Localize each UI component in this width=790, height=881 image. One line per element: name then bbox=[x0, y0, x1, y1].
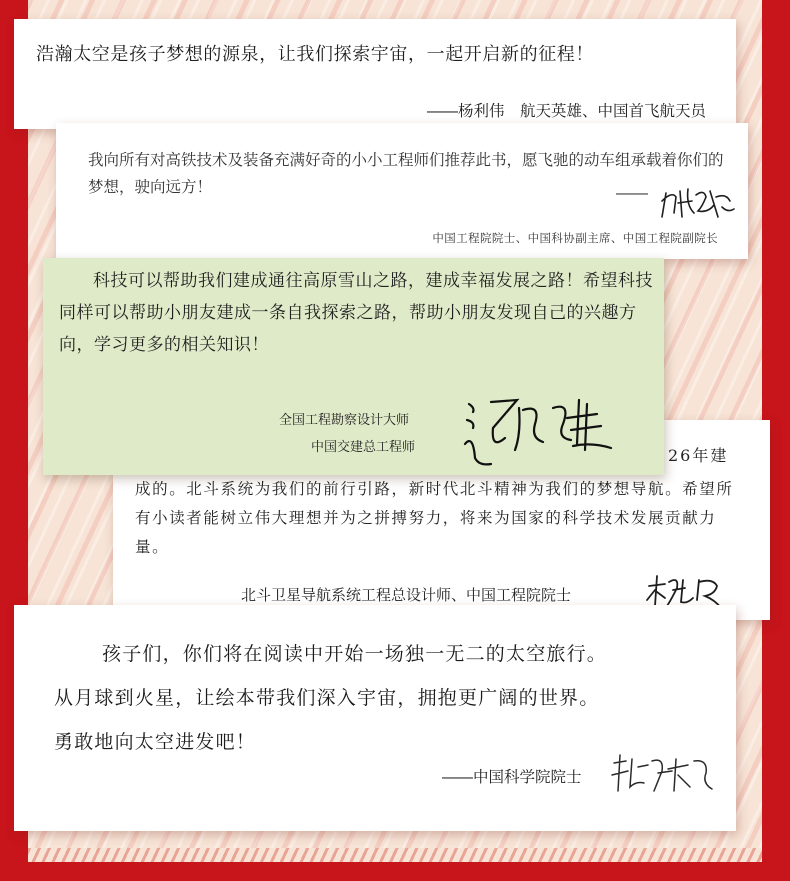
signer-title-2: 中国交建总工程师 bbox=[311, 440, 416, 455]
quote-line: 勇敢地向太空进发吧！ bbox=[54, 731, 257, 753]
signer-title-1: 全国工程勘察设计大师 bbox=[279, 413, 410, 428]
handwritten-signature bbox=[608, 751, 718, 799]
quote-text: 科技可以帮助我们建成通往高原雪山之路，建成幸福发展之路！希望科技同样可以帮助小朋友建成一条自我探索之路，帮助小朋友发现自己的兴趣方向，学习更多的相关知识！ bbox=[59, 271, 653, 354]
handwritten-signature bbox=[658, 183, 738, 223]
quote-text: 我向所有对高铁技术及装备充满好奇的小小工程师们推荐此书，愿飞驰的动车组承载着你们的梦想，驶向远方！ bbox=[88, 152, 724, 196]
quote-fragment: 26年建 bbox=[668, 446, 729, 465]
quote-text: 成的。北斗系统为我们的前行引路，新时代北斗精神为我们的梦想导航。希望所有小读者能树立伟大理想并为之拼搏努力，将来为国家的科学技术发展贡献力量。 bbox=[135, 480, 734, 556]
quote-text bbox=[54, 632, 726, 764]
quote-text: 浩瀚太空是孩子梦想的源泉，让我们探索宇宙，一起开启新的征程！ bbox=[36, 44, 594, 65]
quote-card-space-journey bbox=[14, 605, 736, 831]
attribution: ——杨利伟 航天英雄、中国首飞航天员 bbox=[426, 103, 706, 120]
signer-title: 中国工程院院士、中国科协副主席、中国工程院副院长 bbox=[432, 231, 718, 245]
bottom-decorative-stripes bbox=[28, 848, 762, 862]
quote-line: 孩子们，你们将在阅读中开始一场独一无二的太空旅行。 bbox=[102, 643, 608, 665]
attribution: ——中国科学院院士 bbox=[442, 769, 582, 786]
handwritten-signature bbox=[461, 394, 631, 474]
quote-line: 从月球到火星，让绘本带我们深入宇宙，拥抱更广阔的世界。 bbox=[54, 687, 600, 709]
signature-dash: —— bbox=[616, 185, 648, 202]
quote-card-high-speed-rail bbox=[56, 123, 748, 259]
quote-card-plateau-road bbox=[43, 258, 664, 475]
attribution: 北斗卫星导航系统工程总设计师、中国工程院院士 bbox=[241, 587, 572, 604]
quote-card-yang-liwei bbox=[14, 19, 736, 129]
